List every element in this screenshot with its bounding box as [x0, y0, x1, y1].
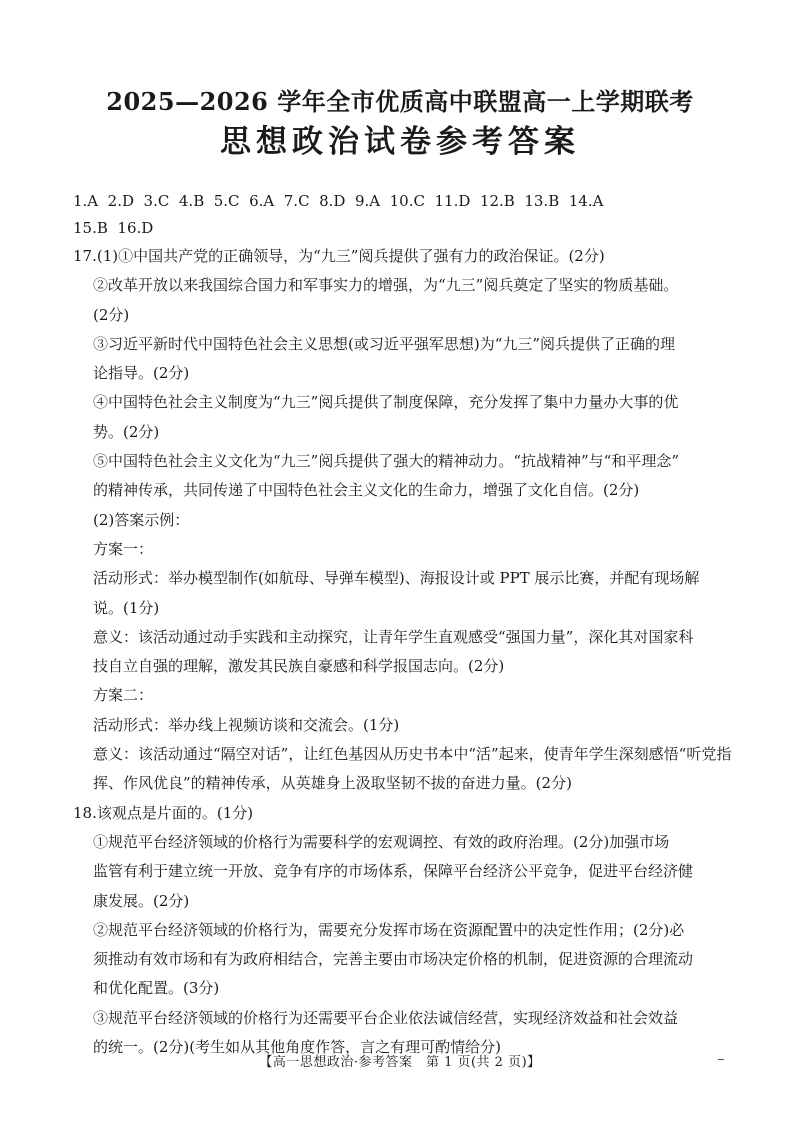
q18-point2: ②规范平台经济领域的价格行为，需要充分发挥市场在资源配置中的决定性作用；(2分)必 — [93, 920, 685, 939]
q17-plan1-meaning: 意义：该活动通过动手实践和主动探究，让青年学生直观感受“强国力量”，深化其对国家科 — [93, 627, 694, 646]
q18-intro: 该观点是片面的。(1分) — [96, 803, 254, 822]
q17-part2-heading: (2)答案示例： — [93, 510, 190, 529]
q18-point2-cont2: 和优化配置。(3分) — [93, 979, 220, 998]
q18-point3-cont: 的统一。(2分)(考生如从其他角度作答，言之有理可酌情给分) — [93, 1038, 501, 1057]
choice-answers — [73, 188, 753, 242]
q18-point3: ③规范平台经济领域的价格行为还需要平台企业依法诚信经营，实现经济效益和社会效益 — [93, 1008, 679, 1027]
exam-title: 2025—2026 学年全市优质高中联盟高一上学期联考 — [106, 87, 694, 116]
q18-line — [73, 799, 733, 828]
q17-part1-point2-cont: (2分) — [93, 305, 130, 324]
answer-body — [73, 242, 733, 1062]
q18-point1: ①规范平台经济领域的价格行为需要科学的宏观调控、有效的政府治理。(2分)加强市场 — [93, 832, 670, 851]
q17-part1-point5: ⑤中国特色社会主义文化为“九三”阅兵提供了强大的精神动力。“抗战精神”与“和平理念” — [93, 452, 680, 471]
q17-plan1-form-cont: 说。(1分) — [93, 598, 160, 617]
q17-line — [73, 242, 733, 271]
q17-part1-point4-cont: 势。(2分) — [93, 422, 160, 441]
q17-part1-point1: (1)①中国共产党的正确领导，为“九三”阅兵提供了强有力的政治保证。(2分) — [96, 247, 605, 265]
q17-part1-point3-cont: 论指导。(2分) — [93, 364, 190, 383]
answer-key-title: 思想政治试卷参考答案 — [220, 124, 580, 160]
q17-part1-point2: ②改革开放以来我国综合国力和军事实力的增强，为“九三”阅兵奠定了坚实的物质基础。 — [93, 276, 679, 295]
q17-plan2-meaning-cont: 挥、作风优良”的精神传承，从英雄身上汲取坚韧不拔的奋进力量。(2分) — [93, 774, 572, 793]
page-footer: 【高一思想政治·参考答案 第 1 页(共 2 页)】 — [259, 1055, 541, 1070]
q17-part1-point4: ④中国特色社会主义制度为“九三”阅兵提供了制度保障，充分发挥了集中力量办大事的优 — [93, 393, 679, 412]
choice-answers-line-2: 15.B 16.D — [73, 219, 154, 237]
q17-plan2-heading: 方案二： — [93, 686, 154, 705]
footer-dash-mark — [718, 1059, 724, 1060]
q17-part1-point5-cont: 的精神传承，共同传递了中国特色社会主义文化的生命力，增强了文化自信。(2分) — [93, 481, 640, 500]
q18-point1-cont2: 康发展。(2分) — [93, 891, 190, 910]
q17-plan2-meaning: 意义：该活动通过“隔空对话”，让红色基因从历史书本中“活”起来，使青年学生深刻感悟“听党指 — [93, 745, 732, 764]
q18-number: 18. — [73, 803, 97, 822]
q17-body — [73, 271, 733, 798]
q17-part1-point3: ③习近平新时代中国特色社会主义思想(或习近平强军思想)为“九三”阅兵提供了正确的理 — [93, 334, 676, 353]
q17-plan2-form: 活动形式：举办线上视频访谈和交流会。(1分) — [93, 715, 400, 734]
q18-point1-cont: 监管有利于建立统一开放、竞争有序的市场体系，保障平台经济公平竞争，促进平台经济健 — [93, 862, 694, 881]
q18-body — [73, 828, 733, 1062]
q17-plan1-heading: 方案一： — [93, 539, 154, 558]
choice-answers-line-1: 1.A 2.D 3.C 4.B 5.C 6.A 7.C 8.D 9.A 10.C 11.D 12.B 13.B 14.A — [73, 192, 604, 210]
q18-point2-cont: 须推动有效市场和有为政府相结合，完善主要由市场决定价格的机制，促进资源的合理流动 — [93, 950, 694, 969]
q17-plan1-meaning-cont: 技自立自强的理解，激发其民族自豪感和科学报国志向。(2分) — [93, 657, 505, 676]
q17-number: 17. — [73, 247, 97, 265]
q17-plan1-form: 活动形式：举办模型制作(如航母、导弹车模型)、海报设计或 PPT 展示比赛，并配有现场解 — [93, 569, 700, 588]
